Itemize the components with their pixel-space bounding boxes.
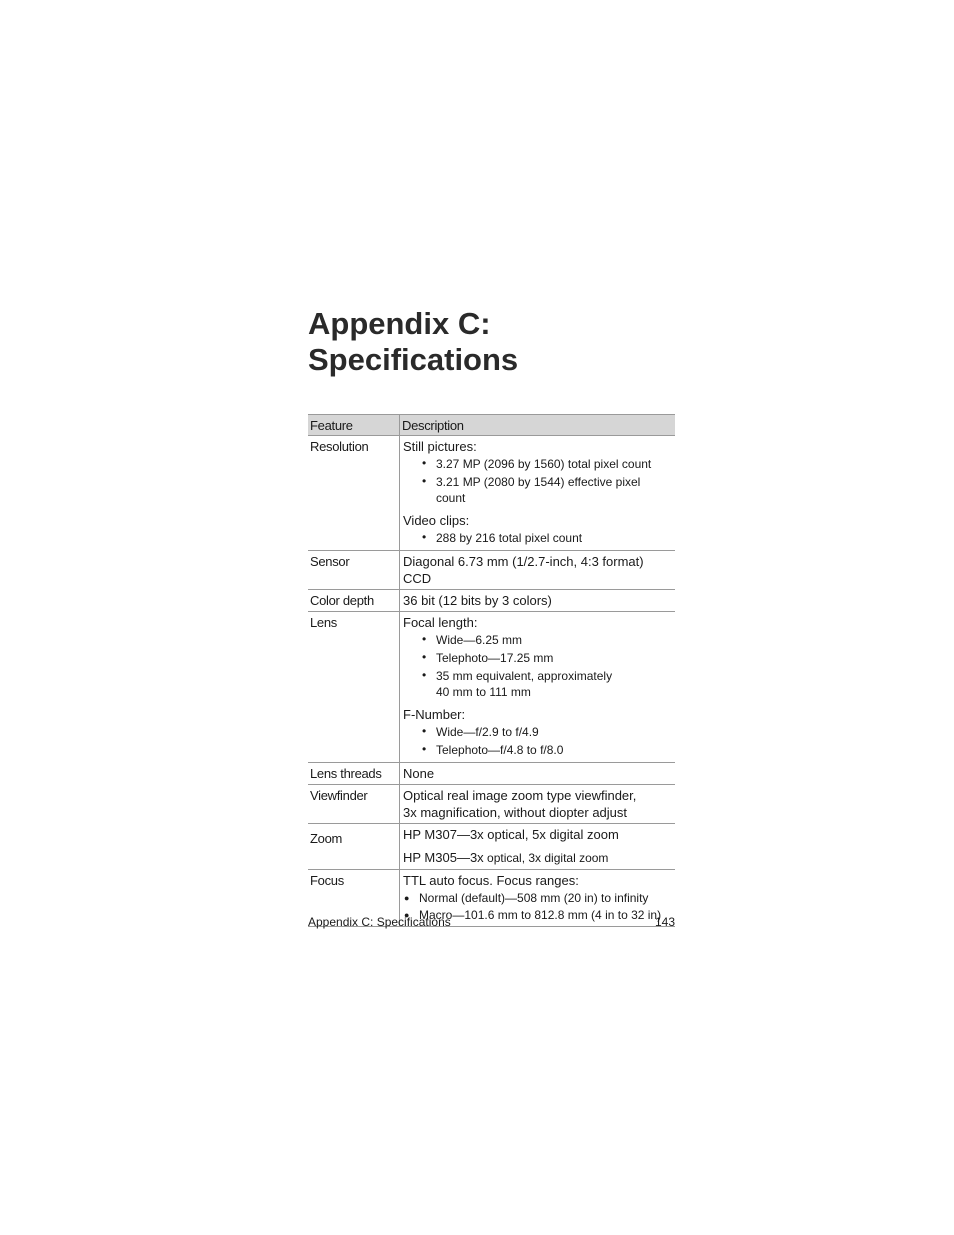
title-line-1: Appendix C: [308,306,491,341]
specifications-table [308,414,675,927]
still-pictures-label: Still pictures: [403,439,477,454]
description-cell: Diagonal 6.73 mm (1/2.7-inch, 4:3 format) CCD [400,551,676,590]
description-cell [400,436,676,551]
feature-header: Feature [308,415,400,436]
description-header: Description [400,415,676,436]
f-number-list [403,724,673,758]
description-cell [400,785,676,824]
f-number-label: F-Number: [403,707,466,722]
feature-cell: Viewfinder [308,785,400,824]
feature-cell: Lens [308,612,400,763]
still-pictures-list [403,456,673,506]
feature-cell: Zoom [308,824,400,870]
feature-cell: Color depth [308,590,400,612]
page-title [308,306,728,378]
video-clips-list [403,530,673,546]
table-header-row [308,415,675,436]
feature-cell: Sensor [308,551,400,590]
list-item: • 3.27 MP (2096 by 1560) total pixel count [422,456,673,472]
list-item: • 288 by 216 total pixel count [422,530,673,546]
focus-description: TTL auto focus. Focus ranges: [403,873,579,888]
table-row [308,785,675,824]
list-item: • Telephoto—17.25 mm [422,650,673,666]
table-row [308,590,675,612]
title-line-2: Specifications [308,342,519,377]
video-clips-label: Video clips: [403,513,470,528]
footer-section-title: Appendix C: Specifications [308,915,451,929]
table-row [308,763,675,785]
list-item: • Wide—f/2.9 to f/4.9 [422,724,673,740]
list-item-text: 40 mm to 111 mm [436,685,531,699]
zoom-m307: HP M307—3x optical, 5x digital zoom [403,827,619,842]
page-footer [308,915,675,929]
feature-cell: Lens threads [308,763,400,785]
description-cell [400,612,676,763]
table-row [308,824,675,870]
zoom-m305-detail: optical, 3x digital zoom [483,851,609,865]
table-row [308,612,675,763]
description-cell: None [400,763,676,785]
focal-length-list [403,632,673,700]
description-line: 3x magnification, without diopter adjust [403,805,628,820]
list-item-text: 35 mm equivalent, approximately [436,669,613,683]
list-item: • 3.21 MP (2080 by 1544) effective pixel count [422,474,673,506]
list-item [422,668,673,700]
focal-length-label: Focal length: [403,615,478,630]
list-item: ● Normal (default)—508 mm (20 in) to infinity [403,890,673,906]
zoom-m305 [403,849,673,867]
zoom-m305-model: HP M305—3x [403,850,484,865]
description-cell: 36 bit (12 bits by 3 colors) [400,590,676,612]
page-number: 143 [654,915,675,929]
feature-cell: Focus [308,870,400,927]
list-item: • Wide—6.25 mm [422,632,673,648]
feature-cell: Resolution [308,436,400,551]
table-row [308,551,675,590]
table-row [308,436,675,551]
list-item: ● Macro—101.6 mm to 812.8 mm (4 in to 32 in) [403,907,673,923]
description-line: Optical real image zoom type viewfinder, [403,788,637,803]
list-item: • Telephoto—f/4.8 to f/8.0 [422,742,673,758]
description-cell [400,824,676,870]
